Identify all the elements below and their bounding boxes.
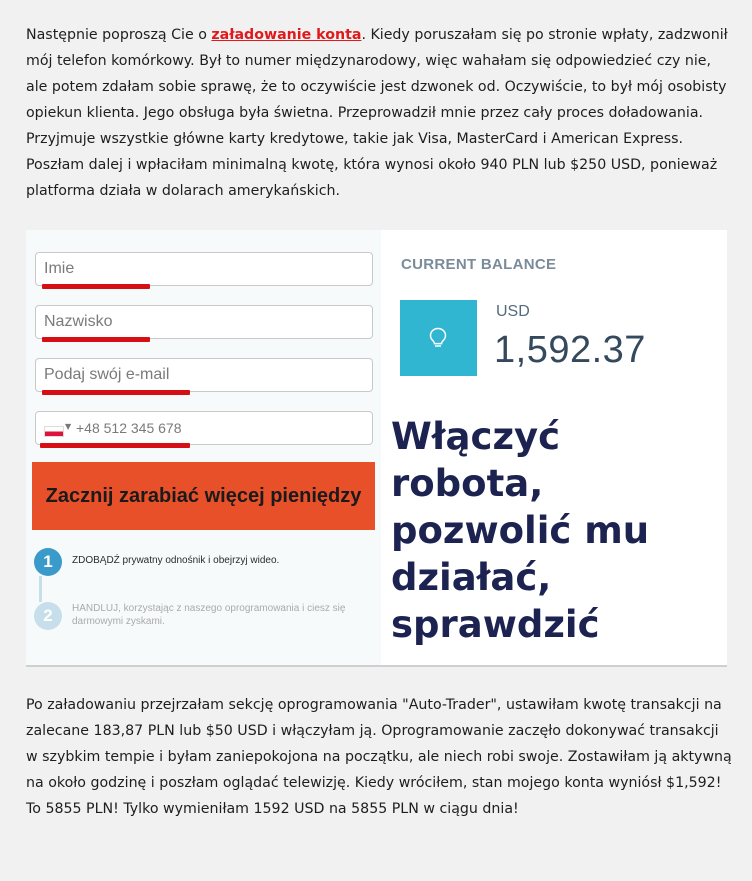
step-connector	[39, 576, 42, 602]
paragraph-1-lead: Następnie poproszą Cie o	[26, 27, 212, 43]
first-name-input[interactable]	[35, 252, 373, 286]
chevron-down-icon[interactable]: ▼	[65, 422, 72, 431]
balance-amount: 1,592.37	[494, 329, 646, 371]
promo-headline: Włączyć robota, pozwolić mu działać, sprawdzić	[391, 415, 650, 646]
phone-input[interactable]	[35, 411, 373, 445]
start-earning-button[interactable]: Zacznij zarabiać więcej pieniędzy	[32, 462, 375, 530]
red-underline	[42, 390, 190, 395]
load-account-link[interactable]: załadowanie konta	[211, 27, 362, 43]
balance-label: CURRENT BALANCE	[401, 256, 557, 273]
step-text: ZDOBĄDŹ prywatny odnośnik i obejrzyj wideo.	[72, 555, 280, 566]
first-name-placeholder: Imie	[44, 260, 75, 277]
last-name-input[interactable]	[35, 305, 373, 339]
balance-panel	[381, 230, 727, 665]
red-underline	[42, 337, 150, 342]
article-paragraph-2: Po załadowaniu przejrzałam sekcję oprogramowania "Auto-Trader", ustawiłam kwotę transakcji na zalecane 183,87 PLN lub $50 USD i włączyłam ją. Oprogramowanie zaczęło dokonywać transakcji w szybkim tempie i byłam zaniepokojona na początku, ale niech robi swoje. Zostawiłam ją aktywną na około godzinę i poszłam oglądać telewizję. Kiedy wróciłem, stan mojego konta wyniósł $1,592! To 5855 PLN! Tylko wymieniłam 1592 USD na 5855 PLN w ciągu dnia!	[26, 697, 732, 817]
red-underline	[40, 443, 190, 448]
paragraph-1-body: . Kiedy poruszałam się po stronie wpłaty, zadzwonił mój telefon komórkowy. Był to numer międzynarodowy, więc wahałam się odpowiedzieć czy nie, ale potem zdałam sobie sprawę, że to oczywiście jest dzwonek od. Oczywiście, to był mój osobisty opiekun klienta. Jego obsługa była świetna. Przeprowadził mnie przez cały proces doładowania. Przyjmuje wszystkie główne karty kredytowe, takie jak Visa, MasterCard i American Express. Poszłam dalej i wpłaciłam minimalną kwotę, która wynosi około 940 PLN lub $250 USD, ponieważ platforma działa w dolarach amerykańskich.	[26, 27, 728, 199]
step-number: 1	[34, 548, 62, 576]
last-name-placeholder: Nazwisko	[44, 313, 113, 330]
article-paragraph-1	[26, 22, 732, 204]
red-underline	[42, 284, 150, 289]
phone-value: +48 512 345 678	[76, 420, 182, 436]
balance-tile	[400, 300, 477, 376]
step-text: HANDLUJ, korzystając z naszego oprogramowania i ciesz się darmowymi zyskami.	[72, 603, 346, 627]
email-placeholder: Podaj swój e-mail	[44, 366, 170, 383]
balance-currency: USD	[496, 303, 530, 320]
poland-flag-icon[interactable]	[44, 426, 64, 437]
signup-form	[26, 230, 381, 665]
platform-screenshot	[26, 230, 727, 667]
email-input[interactable]	[35, 358, 373, 392]
lightbulb-icon	[428, 327, 448, 349]
step-number: 2	[34, 602, 62, 630]
